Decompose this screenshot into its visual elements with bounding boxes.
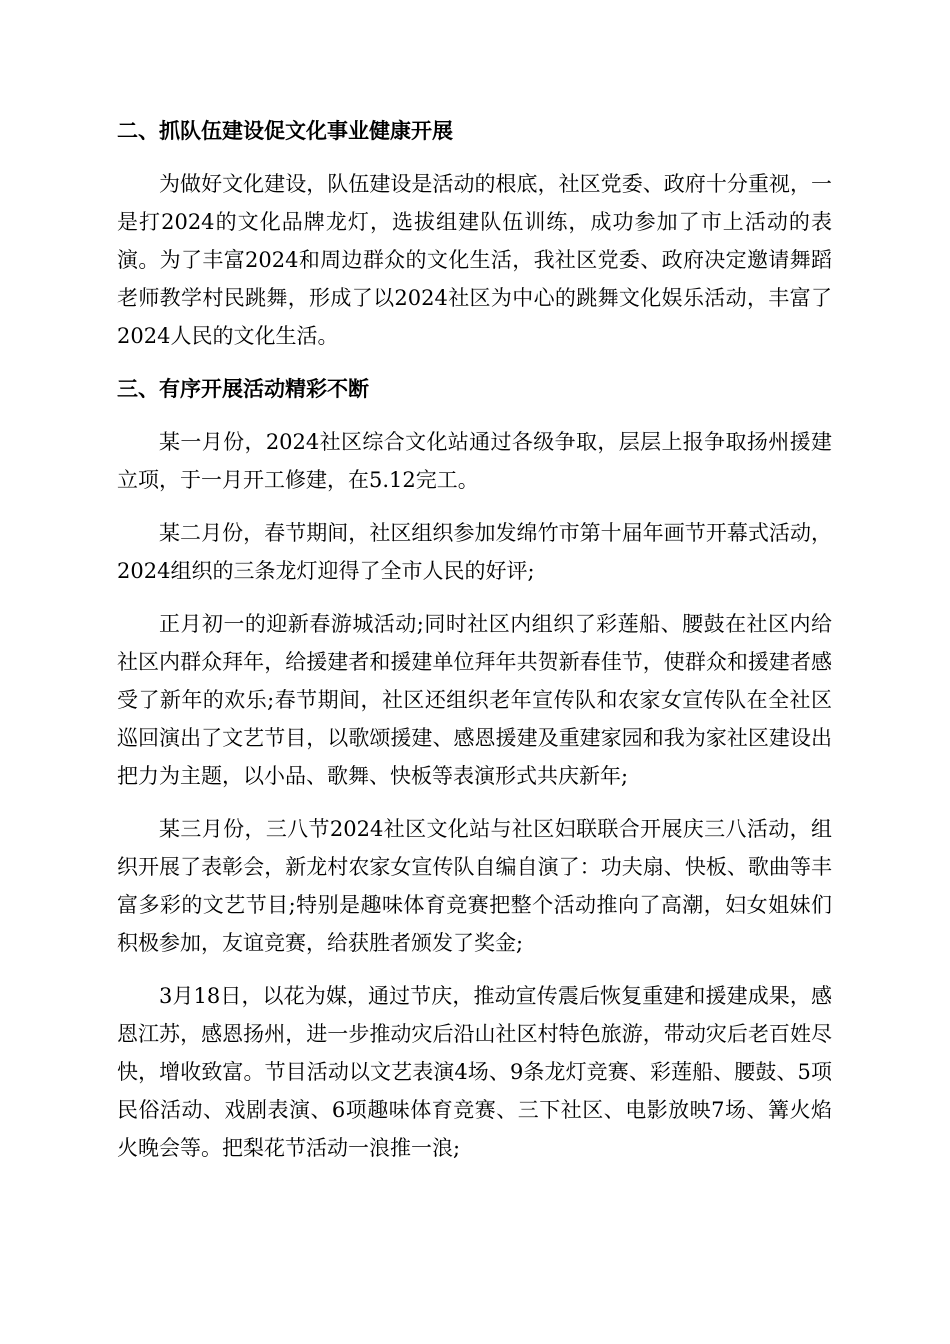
section-team-building (117, 112, 832, 355)
section-activities (117, 370, 832, 1167)
section-heading: 三、有序开展活动精彩不断 (117, 377, 369, 401)
paragraph: 3月18日，以花为媒，通过节庆，推动宣传震后恢复重建和援建成果，感恩江苏，感恩扬州，进一步推动灾后沿山社区村特色旅游，带动灾后老百姓尽快，增收致富。节目活动以文艺表演4场、9条龙灯竞赛、彩莲船、腰鼓、5项民俗活动、戏剧表演、6项趣味体育竞赛、三下社区、电影放映7场、篝火焰火晚会等。把梨花节活动一浪推一浪; (117, 984, 832, 1160)
paragraph: 某三月份，三八节2024社区文化站与社区妇联联合开展庆三八活动，组织开展了表彰会，新龙村农家女宣传队自编自演了：功夫扇、快板、歌曲等丰富多彩的文艺节目;特别是趣味体育竞赛把整个活动推向了高潮，妇女姐妹们积极参加，友谊竞赛，给获胜者颁发了奖金; (117, 817, 832, 955)
paragraph: 某二月份，春节期间，社区组织参加发绵竹市第十届年画节开幕式活动，2024组织的三条龙灯迎得了全市人民的好评; (117, 521, 832, 583)
section-heading: 二、抓队伍建设促文化事业健康开展 (117, 119, 453, 143)
paragraph: 正月初一的迎新春游城活动;同时社区内组织了彩莲船、腰鼓在社区内给社区内群众拜年，给援建者和援建单位拜年共贺新春佳节，使群众和援建者感受了新年的欢乐;春节期间，社区还组织老年宣传队和农家女宣传队在全社区巡回演出了文艺节目，以歌颂援建、感恩援建及重建家园和我为家社区建设出把力为主题，以小品、歌舞、快板等表演形式共庆新年; (117, 612, 832, 788)
paragraph: 为做好文化建设，队伍建设是活动的根底，社区党委、政府十分重视，一是打2024的文化品牌龙灯，选拔组建队伍训练，成功参加了市上活动的表演。为了丰富2024和周边群众的文化生活，我社区党委、政府决定邀请舞蹈老师教学村民跳舞，形成了以2024社区为中心的跳舞文化娱乐活动，丰富了2024人民的文化生活。 (117, 172, 832, 348)
paragraph: 某一月份，2024社区综合文化站通过各级争取，层层上报争取扬州援建立项，于一月开工修建，在5.12完工。 (117, 430, 832, 492)
